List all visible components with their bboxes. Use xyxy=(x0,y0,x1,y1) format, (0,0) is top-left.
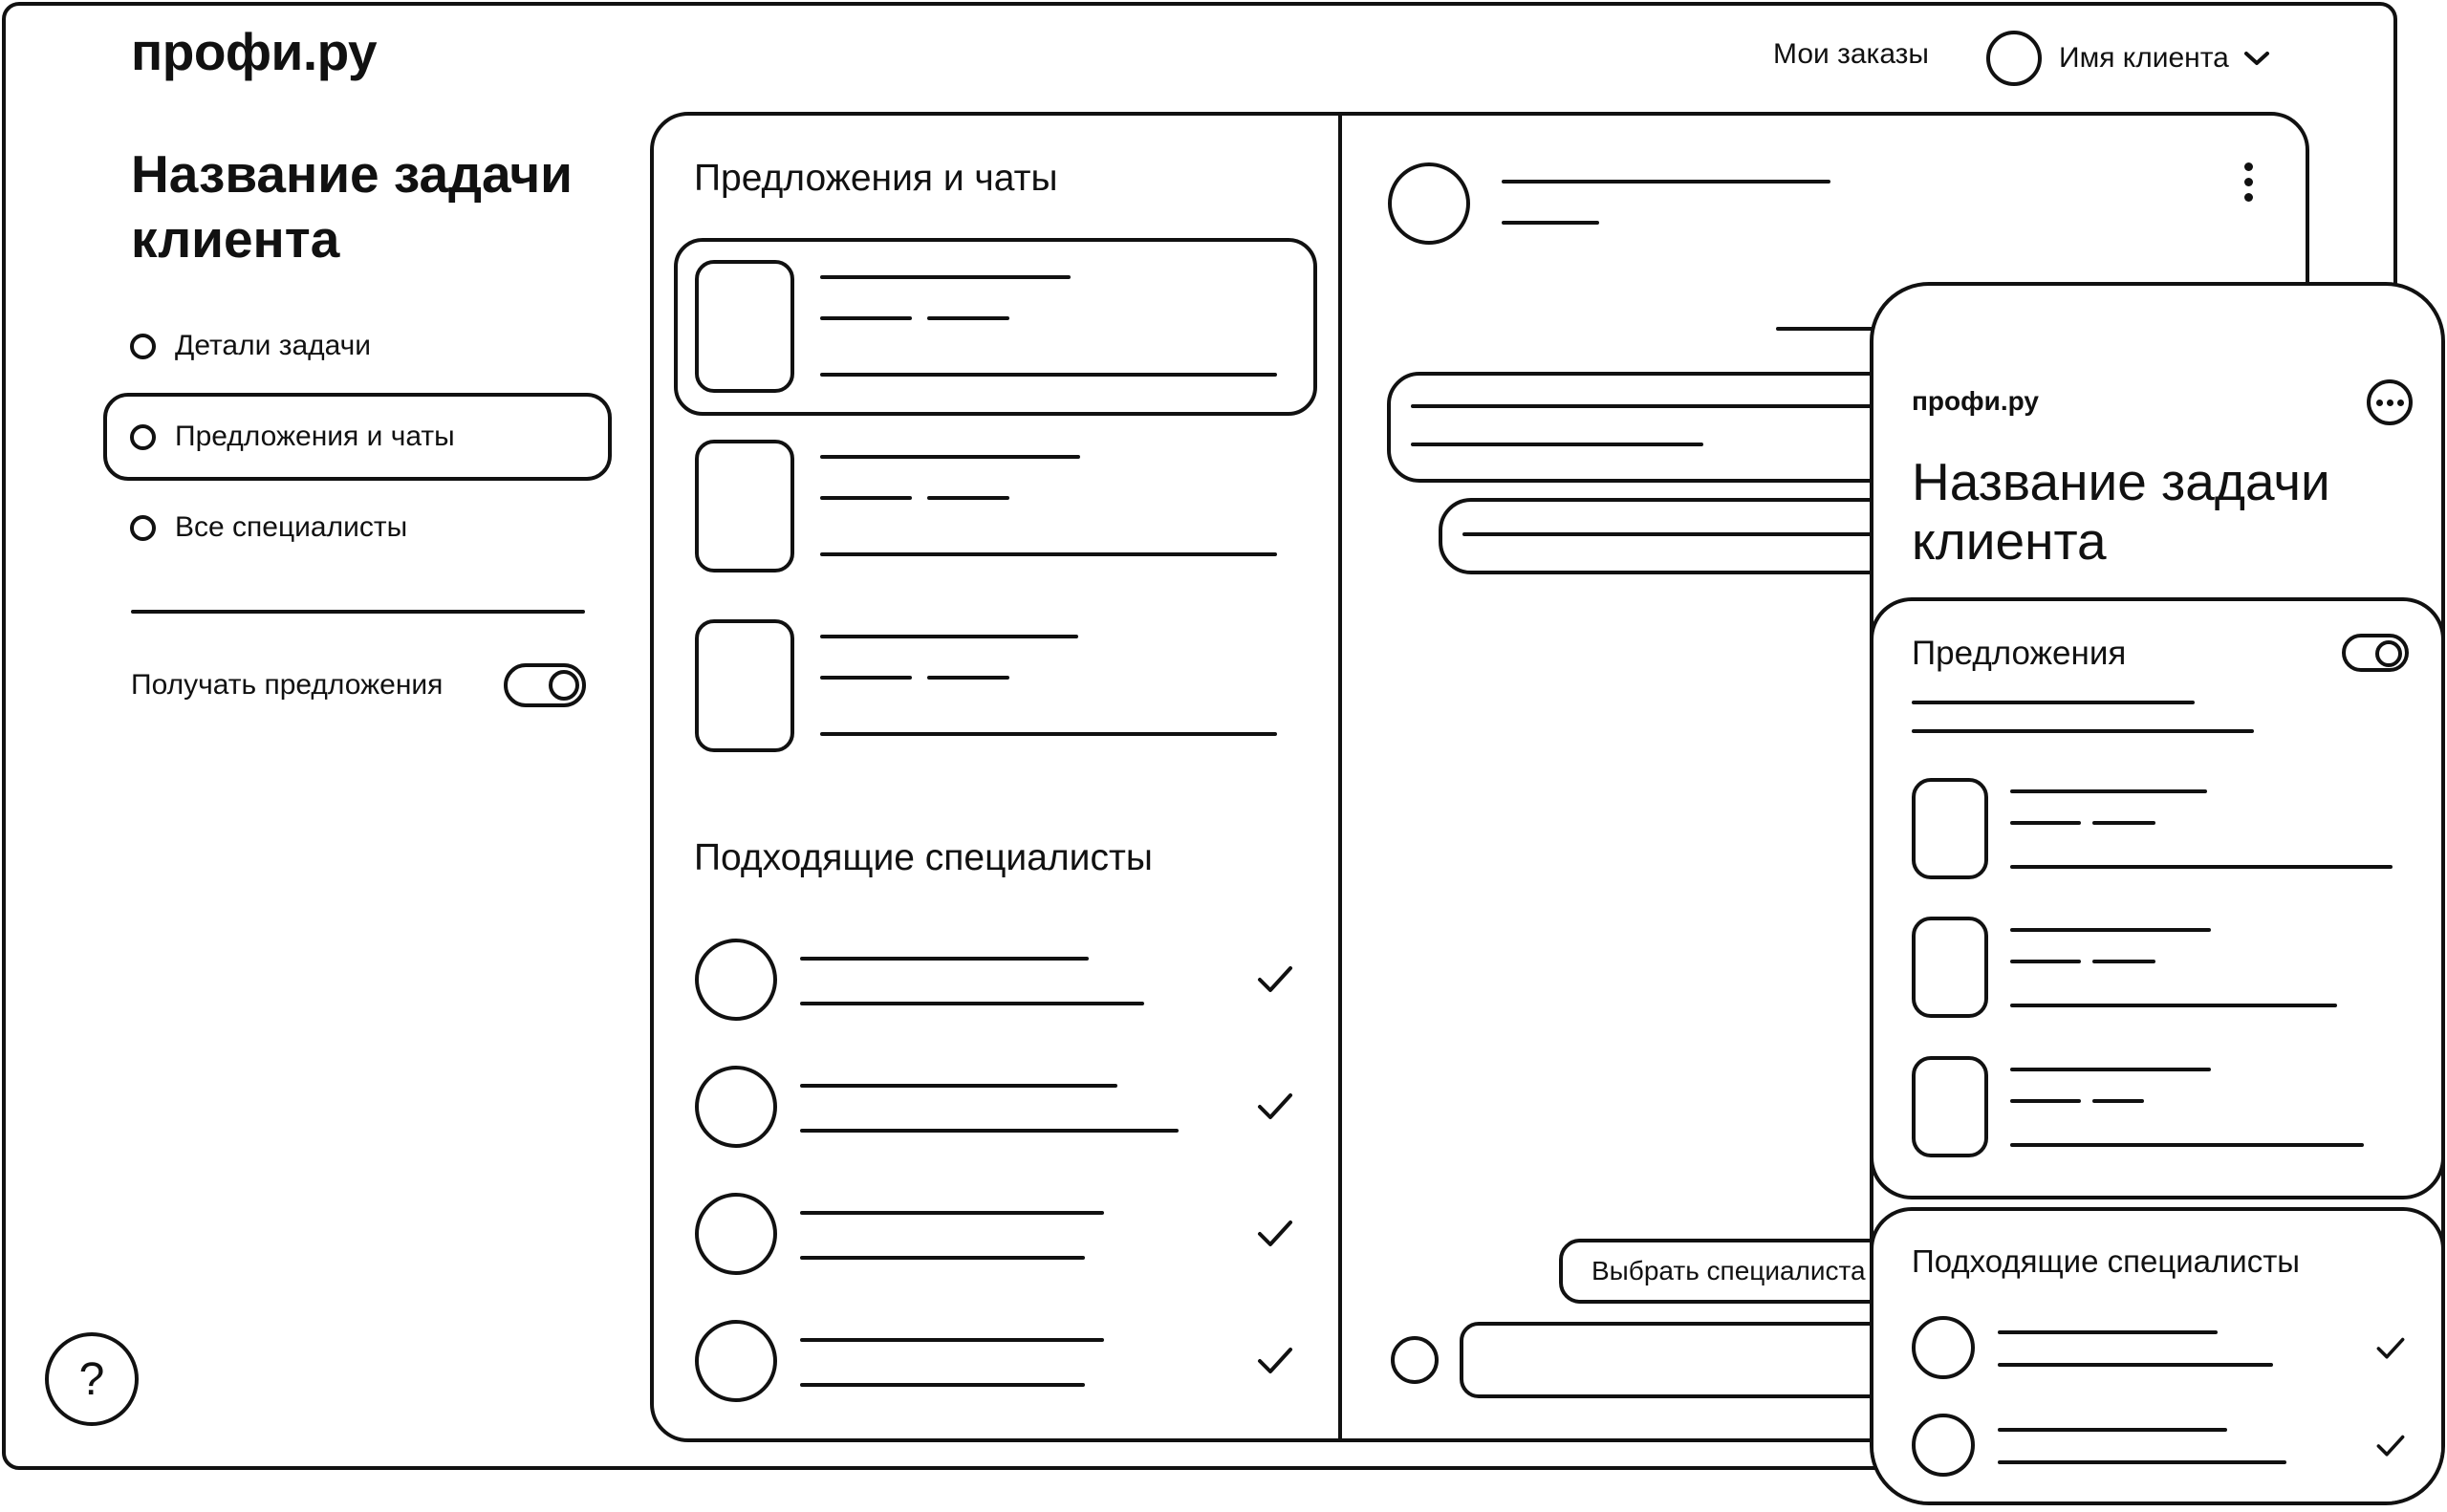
offer-thumbnail[interactable] xyxy=(1912,778,1988,879)
mobile-mockup xyxy=(1870,282,2445,1505)
placeholder-line xyxy=(2092,821,2155,825)
nav-item-label: Предложения и чаты xyxy=(175,421,455,452)
sidebar-divider xyxy=(131,610,585,614)
placeholder-line xyxy=(2092,1099,2144,1103)
offer-thumbnail xyxy=(695,260,794,393)
placeholder-line xyxy=(1411,443,1703,446)
my-orders-link[interactable]: Мои заказы xyxy=(1773,38,1929,70)
placeholder-line xyxy=(820,552,1277,556)
radio-icon xyxy=(130,515,156,541)
toggle-knob xyxy=(549,670,579,701)
offer-thumbnail[interactable] xyxy=(1912,917,1988,1018)
avatar xyxy=(695,1320,777,1402)
placeholder-line xyxy=(2010,1004,2337,1007)
help-icon: ? xyxy=(78,1353,105,1405)
more-vertical-icon[interactable] xyxy=(2244,162,2253,208)
placeholder-line xyxy=(927,676,1009,680)
avatar xyxy=(695,939,777,1021)
mobile-logo[interactable]: профи.ру xyxy=(1912,386,2039,416)
nav-all-specialists[interactable] xyxy=(103,484,612,572)
placeholder-line xyxy=(800,957,1089,961)
placeholder-line xyxy=(800,1084,1117,1088)
more-horizontal-icon[interactable] xyxy=(2367,379,2413,425)
task-title: Название задачи клиента xyxy=(131,144,573,269)
avatar[interactable] xyxy=(1912,1316,1975,1379)
placeholder-line xyxy=(1998,1460,2286,1464)
radio-icon xyxy=(130,334,156,359)
placeholder-line xyxy=(1912,729,2254,733)
placeholder-line xyxy=(800,1211,1104,1215)
user-menu[interactable] xyxy=(1986,31,2271,86)
placeholder-line xyxy=(927,316,1009,320)
offer-thumbnail xyxy=(695,619,794,752)
avatar xyxy=(695,1066,777,1148)
button-label: Выбрать специалиста xyxy=(1592,1256,1866,1285)
avatar xyxy=(695,1193,777,1275)
placeholder-line xyxy=(1462,532,1912,536)
mobile-task-title: Название задачи клиента xyxy=(1912,452,2330,571)
check-icon[interactable] xyxy=(1257,961,1293,998)
placeholder-line xyxy=(1411,404,1917,408)
placeholder-line xyxy=(2092,960,2155,963)
placeholder-line xyxy=(1502,221,1599,225)
placeholder-line xyxy=(1998,1330,2218,1334)
check-icon[interactable] xyxy=(1257,1089,1293,1125)
specialists-section-title: Подходящие специалисты xyxy=(694,837,1153,878)
nav-offers-and-chats[interactable] xyxy=(103,393,612,481)
placeholder-line xyxy=(800,1383,1085,1387)
chat-message xyxy=(1387,372,1922,483)
help-button[interactable] xyxy=(45,1332,139,1426)
placeholder-line xyxy=(927,496,1009,500)
toggle-knob xyxy=(2375,640,2402,667)
avatar xyxy=(1986,31,2042,86)
placeholder-line xyxy=(2010,821,2081,825)
receive-offers-label: Получать предложения xyxy=(131,669,444,701)
mobile-offers-title: Предложения xyxy=(1912,635,2127,672)
placeholder-line xyxy=(2010,789,2207,793)
offer-thumbnail xyxy=(695,440,794,572)
logo[interactable]: профи.ру xyxy=(131,22,378,81)
placeholder-line xyxy=(820,455,1080,459)
check-icon[interactable] xyxy=(2376,1334,2405,1363)
placeholder-line xyxy=(800,1002,1144,1005)
offers-section-title: Предложения и чаты xyxy=(694,158,1058,199)
receive-offers-toggle[interactable] xyxy=(504,663,586,707)
placeholder-line xyxy=(1998,1428,2227,1432)
placeholder-line xyxy=(1502,180,1830,184)
nav-item-label: Все специалисты xyxy=(175,511,408,543)
placeholder-line xyxy=(800,1129,1179,1133)
chat-avatar[interactable] xyxy=(1388,162,1470,245)
chevron-down-icon xyxy=(2242,49,2271,68)
placeholder-line xyxy=(2010,1068,2211,1071)
placeholder-line xyxy=(820,316,912,320)
radio-icon xyxy=(130,424,156,450)
placeholder-line xyxy=(820,373,1277,377)
placeholder-line xyxy=(2010,1099,2081,1103)
check-icon[interactable] xyxy=(2376,1432,2405,1460)
chat-message xyxy=(1439,498,1916,574)
placeholder-line xyxy=(820,275,1071,279)
placeholder-line xyxy=(800,1338,1104,1342)
offer-thumbnail[interactable] xyxy=(1912,1056,1988,1157)
avatar[interactable] xyxy=(1912,1414,1975,1477)
mobile-offers-toggle[interactable] xyxy=(2342,634,2409,672)
mobile-specialists-title: Подходящие специалисты xyxy=(1912,1243,2301,1279)
placeholder-line xyxy=(820,496,912,500)
panel-divider xyxy=(1338,112,1342,1442)
placeholder-line xyxy=(800,1256,1085,1260)
nav-item-label: Детали задачи xyxy=(175,330,372,361)
placeholder-line xyxy=(1998,1363,2273,1367)
client-name: Имя клиента xyxy=(2059,42,2229,74)
check-icon[interactable] xyxy=(1257,1216,1293,1252)
check-icon[interactable] xyxy=(1257,1343,1293,1379)
placeholder-line xyxy=(820,732,1277,736)
message-input[interactable] xyxy=(1460,1322,1938,1398)
placeholder-line xyxy=(820,676,912,680)
placeholder-line xyxy=(2010,928,2211,932)
nav-task-details[interactable] xyxy=(103,302,612,390)
attach-icon[interactable] xyxy=(1391,1336,1439,1384)
placeholder-line xyxy=(2010,960,2081,963)
placeholder-line xyxy=(820,635,1078,638)
placeholder-line xyxy=(2010,865,2393,869)
placeholder-line xyxy=(1912,701,2195,704)
placeholder-line xyxy=(2010,1143,2364,1147)
